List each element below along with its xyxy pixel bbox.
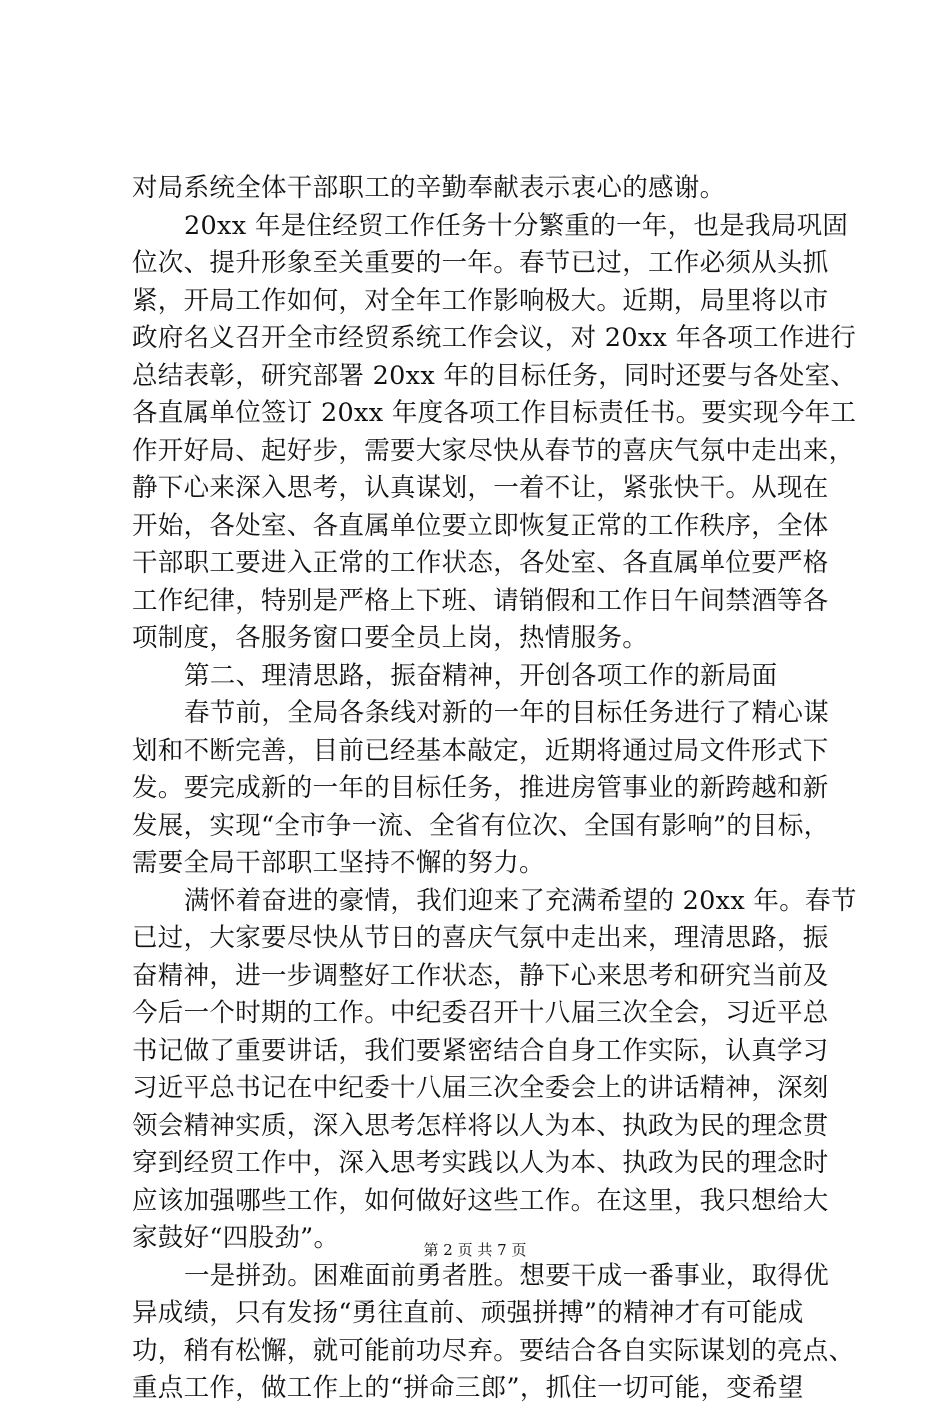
text-line: 总结表彰，研究部署 20xx 年的目标任务，同时还要与各处室、 (132, 360, 857, 391)
text-line: 需要全局干部职工坚持不懈的努力。 (132, 848, 545, 878)
text-line: 开始，各处室、各直属单位要立即恢复正常的工作秩序，全体 (132, 510, 829, 541)
text-line: 发展，实现“全市争一流、全省有位次、全国有影响”的目标， (132, 810, 830, 841)
text-line: 穿到经贸工作中，深入思考实践以人为本、执政为民的理念时 (132, 1148, 829, 1178)
text-line: 项制度，各服务窗口要全员上岗，热情服务。 (132, 623, 649, 653)
text-line: 20xx 年是住经贸工作任务十分繁重的一年，也是我局巩固 (184, 210, 849, 241)
text-line: 一是拼劲。困难面前勇者胜。想要干成一番事业，取得优 (184, 1260, 830, 1291)
text-line: 工作纪律，特别是严格上下班、请销假和工作日午间禁酒等各 (132, 585, 829, 616)
text-line: 习近平总书记在中纪委十八届三次全委会上的讲话精神，深刻 (132, 1073, 829, 1103)
text-line: 满怀着奋进的豪情，我们迎来了充满希望的 20xx 年。春节 (184, 885, 857, 916)
text-line: 干部职工要进入正常的工作状态，各处室、各直属单位要严格 (132, 548, 829, 578)
text-line: 紧，开局工作如何，对全年工作影响极大。近期，局里将以市 (132, 285, 829, 316)
text-line: 已过，大家要尽快从节日的喜庆气氛中走出来，理清思路，振 (132, 923, 829, 953)
text-line: 各直属单位签订 20xx 年度各项工作目标责任书。要实现今年工 (132, 398, 857, 428)
text-line: 划和不断完善，目前已经基本敲定，近期将通过局文件形式下 (132, 735, 829, 766)
text-line: 对局系统全体干部职工的辛勤奉献表示衷心的感谢。 (132, 173, 726, 203)
text-line: 政府名义召开全市经贸系统工作会议，对 20xx 年各项工作进行 (132, 323, 857, 353)
text-line: 奋精神，进一步调整好工作状态，静下心来思考和研究当前及 (132, 960, 829, 991)
text-line: 领会精神实质，深入思考怎样将以人为本、执政为民的理念贯 (132, 1110, 829, 1141)
text-line: 发。要完成新的一年的目标任务，推进房管事业的新跨越和新 (132, 773, 829, 803)
section-heading: 第二、理清思路，振奋精神，开创各项工作的新局面 (184, 660, 778, 691)
text-line: 静下心来深入思考，认真谋划，一着不让，紧张快干。从现在 (132, 473, 829, 503)
text-line: 重点工作，做工作上的“拼命三郎”，抓住一切可能，变希望 (132, 1373, 804, 1403)
text-line: 春节前，全局各条线对新的一年的目标任务进行了精心谋 (184, 698, 830, 728)
text-line: 应该加强哪些工作，如何做好这些工作。在这里，我只想给大 (132, 1185, 829, 1216)
page-number: 第 2 页 共 7 页 (423, 1241, 527, 1259)
text-line: 功，稍有松懈，就可能前功尽弃。要结合各自实际谋划的亮点、 (132, 1335, 855, 1366)
text-line: 书记做了重要讲话，我们要紧密结合自身工作实际，认真学习 (132, 1035, 829, 1066)
text-line: 异成绩，只有发扬“勇往直前、顽强拼搏”的精神才有可能成 (132, 1298, 804, 1328)
text-line: 今后一个时期的工作。中纪委召开十八届三次全会，习近平总 (132, 998, 829, 1028)
document-body (132, 170, 857, 1408)
text-line: 家鼓好“四股劲”。 (132, 1223, 340, 1253)
text-line: 作开好局、起好步，需要大家尽快从春节的喜庆气氛中走出来， (132, 435, 855, 466)
text-line: 位次、提升形象至关重要的一年。春节已过，工作必须从头抓 (132, 248, 829, 278)
